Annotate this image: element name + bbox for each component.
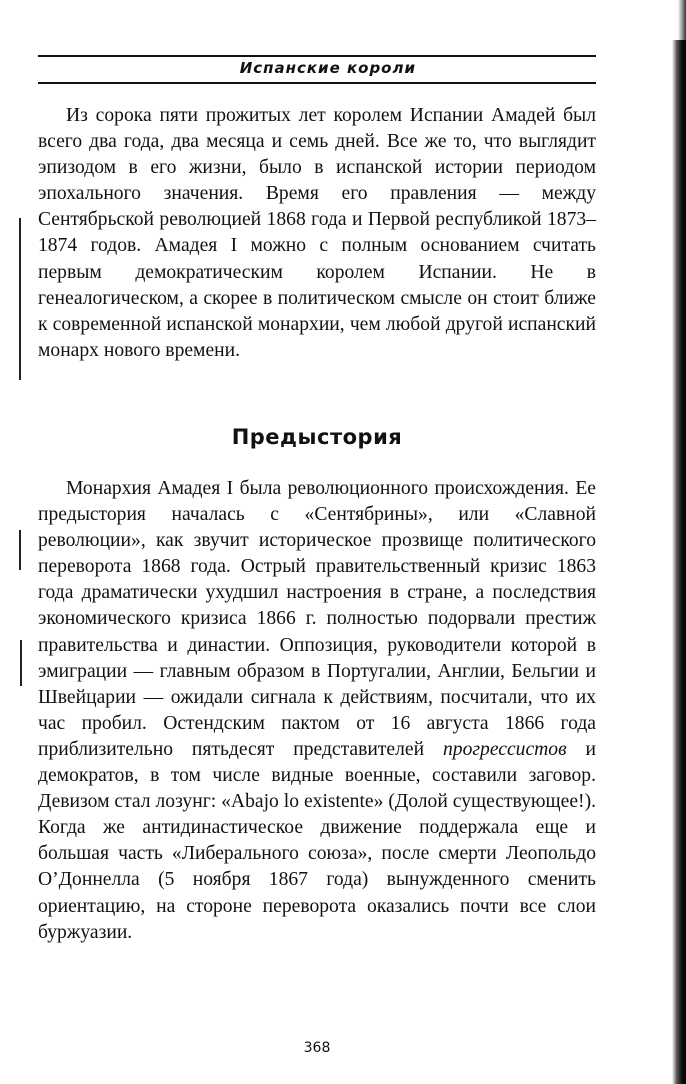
page-edge-shadow-top (678, 0, 686, 40)
body-paragraph-2-text-start: Монархия Амадея I была революционного происхождения. Ее предыстория началась с «Сентябрины», или «Славной революции», как звучит историческое прозвище политического переворота 1868 года. Острый правительственный кризис 1863 года драматически ухудшил настроения в стране, а последствия экономического кризиса 1866 г. полностью подорвали престиж правительства и династии. Оппозиция, руководители которой в эмиграции — главным образом в Португалии, Англии, Бельгии и Швейцарии — ожидали сигнала к действиям, посчитали, что их час пробил. Остендским пактом от 16 августа 1866 года приблизительно пятьдесят представителей (38, 478, 596, 760)
running-head (38, 59, 596, 77)
body-paragraph-1: Из сорока пяти прожитых лет королем Испании Амадей был всего два года, два месяца и семь дней. Все же то, что выглядит эпизодом в его жизни, было в испанской истории периодом эпохального значения. Время его правления — между Сентябрьской революцией 1868 года и Первой республикой 1873–1874 годов. Амадея I можно с полным основанием считать первым демократическим королем Испании. Не в генеалогическом, а скорее в политическом смысле он стоит ближе к современной испанской монархии, чем любой другой испанский монарх нового времени. (38, 105, 596, 361)
body-paragraph-2-italic-term: прогрессистов (442, 738, 567, 760)
margin-pencil-mark (19, 218, 21, 380)
section-heading: Предыстория (231, 425, 403, 449)
page-number: 368 (303, 1040, 331, 1056)
body-paragraph-2 (38, 476, 596, 946)
body-paragraph-2-text-end: и демократов, в том числе видные военные, составили заговор. Девизом стал лозунг: «Abajo lo existente» (Долой существующее!). Когда же антидинастическое движение поддержала еще и большая часть «Либерального союза», после смерти Леопольдо О’Доннелла (5 ноября 1867 года) вынужденного сменить ориентацию, на стороне переворота оказались почти все слои буржуазии. (38, 738, 596, 943)
running-head-title: Испанские короли (239, 59, 416, 77)
page-edge-shadow (672, 40, 686, 1084)
header-rule-bottom (38, 82, 596, 84)
margin-pencil-mark (19, 530, 21, 570)
header-rule-top (38, 55, 596, 57)
margin-pencil-mark (20, 640, 22, 686)
